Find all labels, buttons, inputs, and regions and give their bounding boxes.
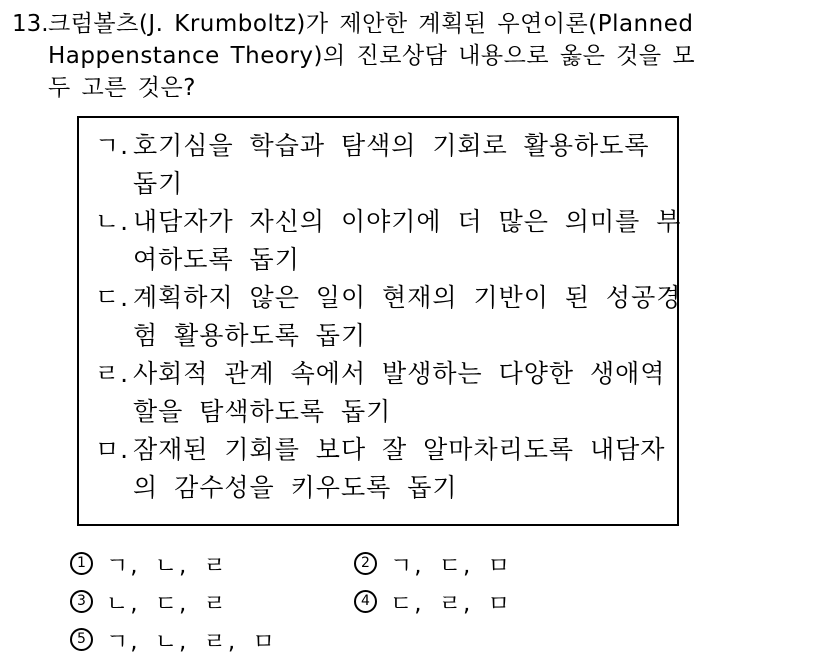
question-text <box>48 8 695 104</box>
item-text-line: 의 감수성을 키우도록 돕기 <box>133 473 458 502</box>
list-item-r <box>95 355 667 431</box>
option-number-circle: 1 <box>70 552 93 575</box>
option-number-circle: 2 <box>354 552 377 575</box>
options-row <box>70 620 690 658</box>
option-label: ㄷ, ㄹ, ㅁ <box>390 590 512 617</box>
item-text <box>133 431 665 507</box>
example-box <box>77 116 682 526</box>
item-text-line: 호기심을 학습과 탐색의 기회로 활용하도록 <box>133 131 650 160</box>
list-item-g <box>95 127 667 203</box>
item-text-line: 여하도록 돕기 <box>133 245 300 274</box>
option-number-circle: 3 <box>70 590 93 613</box>
question-block <box>12 8 695 104</box>
item-marker: ㄱ. <box>95 131 130 160</box>
question-text-line: 크럼볼츠(J. Krumboltz)가 제안한 계획된 우연이론(Planned <box>48 11 694 37</box>
list-item-m <box>95 431 667 507</box>
item-text-line: 내담자가 자신의 이야기에 더 많은 의미를 부 <box>133 207 682 236</box>
item-text <box>133 279 681 355</box>
options-row <box>70 544 690 582</box>
item-text <box>133 203 681 279</box>
question-text-line: Happenstance Theory)의 진로상담 내용으로 옳은 것을 모 <box>48 43 696 69</box>
answer-option-2[interactable] <box>354 547 638 580</box>
option-number-circle: 4 <box>354 590 377 613</box>
item-text-line: 계획하지 않은 일이 현재의 기반이 된 성공경 <box>133 283 682 312</box>
item-text-line: 험 활용하도록 돕기 <box>133 321 367 350</box>
item-marker: ㄴ. <box>95 207 130 236</box>
item-text-line: 사회적 관계 속에서 발생하는 다양한 생애역 <box>133 359 666 388</box>
answer-option-3[interactable] <box>70 585 354 618</box>
list-item-d <box>95 279 682 355</box>
item-text-line: 할을 탐색하도록 돕기 <box>133 397 392 426</box>
item-text-line: 잠재된 기회를 보다 잘 알마차리도록 내담자 <box>133 435 666 464</box>
option-label: ㄱ, ㄴ, ㄹ <box>106 552 228 579</box>
answer-option-4[interactable] <box>354 585 638 618</box>
item-text <box>133 355 665 431</box>
option-label: ㄴ, ㄷ, ㄹ <box>106 590 228 617</box>
item-text-line: 돕기 <box>133 169 184 198</box>
list-item-n <box>95 203 682 279</box>
option-label: ㄱ, ㄴ, ㄹ, ㅁ <box>106 628 277 655</box>
answer-options <box>70 544 690 658</box>
options-row <box>70 582 690 620</box>
item-marker: ㄹ. <box>95 359 130 388</box>
option-label: ㄱ, ㄷ, ㅁ <box>390 552 512 579</box>
item-marker: ㄷ. <box>95 283 130 312</box>
item-marker: ㅁ. <box>95 435 130 464</box>
answer-option-5[interactable] <box>70 623 354 656</box>
option-number-circle: 5 <box>70 628 93 651</box>
answer-option-1[interactable] <box>70 547 354 580</box>
item-text <box>133 127 650 203</box>
question-text-line: 두 고른 것은? <box>48 75 196 101</box>
question-number: 13. <box>12 11 49 37</box>
